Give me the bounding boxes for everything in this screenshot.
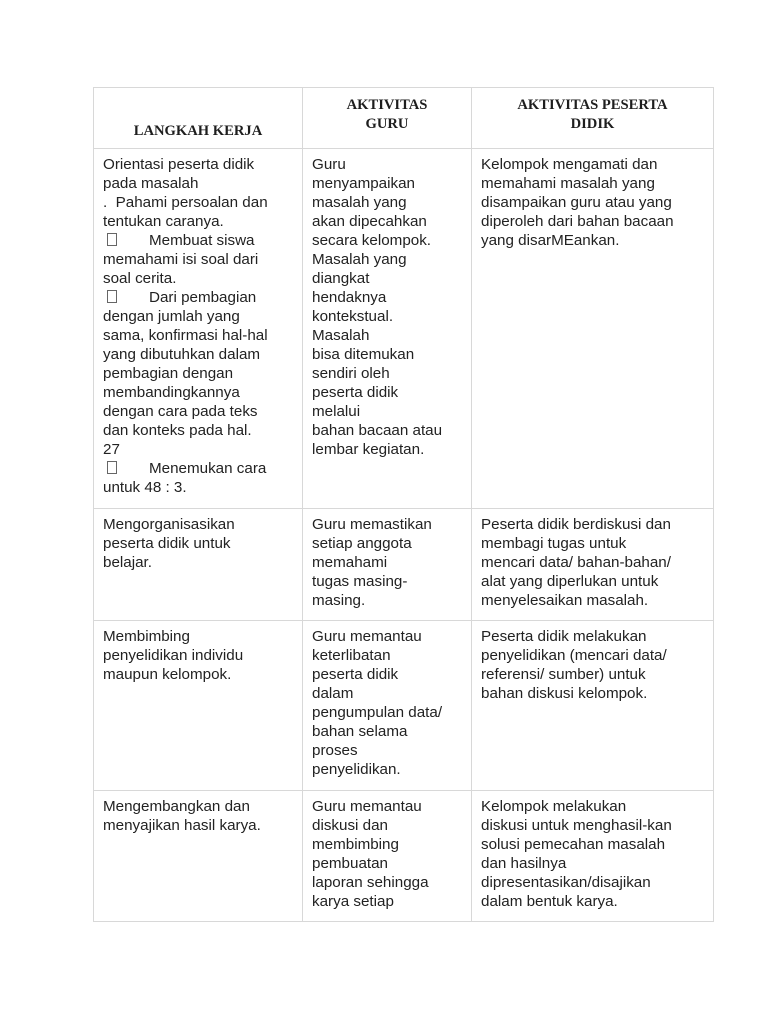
cell-text-line [312,722,462,741]
cell-text-line [481,515,704,534]
cell-text-line [481,155,704,174]
line-text: pembagian dengan [103,365,234,382]
line-text: Kelompok melakukan [481,798,627,815]
cell-text-line [312,553,462,572]
cell-peserta [472,509,714,621]
cell-text-line [312,534,462,553]
cell-guru [303,509,472,621]
line-text: diskusi dan [312,817,388,834]
line-text: penyelidikan individu [103,647,244,664]
line-text: penyelidikan (mencari data/ [481,647,667,664]
line-text: Masalah [312,327,370,344]
cell-text-line [312,591,462,610]
line-text: belajar. [103,554,152,571]
line-text: laporan sehingga [312,874,429,891]
line-text: Guru memantau [312,798,422,815]
cell-text-line [481,193,704,212]
line-text: diskusi untuk menghasil-kan [481,817,672,834]
cell-text-line [103,231,293,250]
cell-text-line [103,193,293,212]
line-text: yang dibutuhkan dalam [103,346,261,363]
line-text: alat yang diperlukan untuk [481,573,659,590]
line-text: setiap anggota [312,535,412,552]
line-text: Orientasi peserta didik [103,156,255,173]
cell-text-line [481,684,704,703]
table-row [94,149,714,509]
cell-text-line [481,873,704,892]
cell-peserta [472,621,714,791]
cell-text-line [481,174,704,193]
line-text: dengan jumlah yang [103,308,240,325]
cell-text-line [312,572,462,591]
cell-text-line [103,345,293,364]
cell-text-line [481,553,704,572]
line-text: Mengorganisasikan [103,516,235,533]
cell-text-line [312,854,462,873]
line-text: dipresentasikan/disajikan [481,874,651,891]
cell-text-line [312,250,462,269]
cell-text-line [312,816,462,835]
line-text: Mengembangkan dan [103,798,250,815]
line-text: menyelesaikan masalah. [481,592,649,609]
header-peserta-line-2: DIDIK [570,116,615,132]
cell-text-line [103,534,293,553]
cell-text-line [103,421,293,440]
cell-text-line [312,383,462,402]
cell-text-line [103,627,293,646]
cell-text-line [312,873,462,892]
cell-peserta [472,791,714,922]
cell-text-line [481,797,704,816]
line-text: . Pahami persoalan dan [103,194,268,211]
table-row [94,791,714,922]
cell-text-line [312,627,462,646]
line-text: penyelidikan. [312,761,401,778]
cell-text-line [103,212,293,231]
header-langkah-kerja: LANGKAH KERJA [94,88,303,149]
line-text: bahan diskusi kelompok. [481,685,648,702]
missing-glyph-icon [103,288,149,307]
line-text: Membuat siswa [149,232,255,249]
line-text: dalam bentuk karya. [481,893,618,910]
line-text: proses [312,742,358,759]
cell-text-line [481,646,704,665]
line-text: membagi tugas untuk [481,535,627,552]
line-text: 27 [103,441,120,458]
cell-text-line [103,402,293,421]
line-text: Menemukan cara [149,460,267,477]
cell-text-line [312,193,462,212]
line-text: akan dipecahkan [312,213,427,230]
cell-text-line [103,797,293,816]
cell-text-line [481,572,704,591]
cell-text-line [103,250,293,269]
line-text: Dari pembagian [149,289,257,306]
line-text: Membimbing [103,628,190,645]
cell-text-line [312,684,462,703]
line-text: dengan cara pada teks [103,403,258,420]
line-text: Peserta didik berdiskusi dan [481,516,671,533]
cell-text-line [312,155,462,174]
cell-text-line [103,288,293,307]
cell-text-line [103,515,293,534]
cell-text-line [103,174,293,193]
line-text: membimbing [312,836,399,853]
cell-text-line [312,345,462,364]
cell-peserta [472,149,714,509]
line-text: untuk 48 : 3. [103,479,187,496]
line-text: pada masalah [103,175,199,192]
cell-text-line [481,591,704,610]
cell-langkah [94,621,303,791]
cell-text-line [312,402,462,421]
line-text: dalam [312,685,354,702]
line-text: dan hasilnya [481,855,567,872]
learning-steps-table [93,87,714,922]
cell-text-line [481,816,704,835]
line-text: kontekstual. [312,308,394,325]
cell-text-line [481,665,704,684]
cell-text-line [312,665,462,684]
missing-glyph-icon [103,231,149,250]
line-text: bahan bacaan atau [312,422,443,439]
header-peserta-line-1: AKTIVITAS PESERTA [517,97,668,113]
line-text: Guru [312,156,346,173]
header-guru-line-2: GURU [365,116,409,132]
cell-text-line [312,440,462,459]
line-text: maupun kelompok. [103,666,232,683]
cell-text-line [312,703,462,722]
cell-text-line [103,646,293,665]
line-text: disampaikan guru atau yang [481,194,672,211]
line-text: Guru memastikan [312,516,432,533]
line-text: hendaknya [312,289,387,306]
cell-text-line [481,835,704,854]
line-text: memahami [312,554,388,571]
line-text: peserta didik [312,384,399,401]
cell-text-line [312,646,462,665]
cell-text-line [103,269,293,288]
cell-text-line [103,155,293,174]
cell-guru [303,149,472,509]
line-text: memahami masalah yang [481,175,655,192]
line-text: menyampaikan [312,175,415,192]
cell-langkah [94,149,303,509]
cell-text-line [481,534,704,553]
cell-text-line [312,212,462,231]
line-text: peserta didik untuk [103,535,231,552]
line-text: solusi pemecahan masalah [481,836,666,853]
line-text: Kelompok mengamati dan [481,156,658,173]
cell-guru [303,621,472,791]
cell-text-line [312,307,462,326]
line-text: pengumpulan data/ [312,704,443,721]
table-header-row [94,88,714,149]
line-text: keterlibatan [312,647,391,664]
cell-text-line [103,665,293,684]
cell-text-line [481,231,704,250]
cell-text-line [312,364,462,383]
cell-text-line [481,892,704,911]
cell-text-line [103,383,293,402]
line-text: Peserta didik melakukan [481,628,647,645]
cell-text-line [481,627,704,646]
line-text: secara kelompok. [312,232,432,249]
cell-text-line [312,835,462,854]
line-text: diperoleh dari bahan bacaan [481,213,674,230]
cell-text-line [312,174,462,193]
cell-text-line [481,854,704,873]
cell-text-line [312,741,462,760]
cell-text-line [103,307,293,326]
line-text: tugas masing- [312,573,408,590]
line-text: soal cerita. [103,270,177,287]
line-text: menyajikan hasil karya. [103,817,261,834]
line-text: diangkat [312,270,370,287]
line-text: yang disarMEankan. [481,232,620,249]
line-text: bahan selama [312,723,408,740]
cell-text-line [312,797,462,816]
line-text: bisa ditemukan [312,346,415,363]
header-aktivitas-guru [303,88,472,149]
line-text: Guru memantau [312,628,422,645]
line-text: melalui [312,403,361,420]
line-text: lembar kegiatan. [312,441,425,458]
line-text: pembuatan [312,855,388,872]
missing-glyph-icon [103,459,149,478]
cell-text-line [103,478,293,497]
line-text: Masalah yang [312,251,407,268]
cell-text-line [103,459,293,478]
line-text: sama, konfirmasi hal-hal [103,327,268,344]
cell-langkah [94,791,303,922]
cell-guru [303,791,472,922]
line-text: tentukan caranya. [103,213,224,230]
line-text: referensi/ sumber) untuk [481,666,646,683]
cell-text-line [481,212,704,231]
cell-text-line [103,553,293,572]
cell-text-line [312,269,462,288]
cell-text-line [103,364,293,383]
cell-text-line [103,326,293,345]
cell-text-line [312,288,462,307]
cell-text-line [103,440,293,459]
cell-langkah [94,509,303,621]
table-row [94,621,714,791]
cell-text-line [312,760,462,779]
line-text: mencari data/ bahan-bahan/ [481,554,671,571]
line-text: masalah yang [312,194,407,211]
line-text: memahami isi soal dari [103,251,259,268]
cell-text-line [103,816,293,835]
line-text: karya setiap [312,893,394,910]
header-guru-line-1: AKTIVITAS [346,97,428,113]
line-text: masing. [312,592,366,609]
line-text: membandingkannya [103,384,240,401]
line-text: dan konteks pada hal. [103,422,252,439]
cell-text-line [312,515,462,534]
line-text: peserta didik [312,666,399,683]
cell-text-line [312,421,462,440]
cell-text-line [312,326,462,345]
header-aktivitas-peserta-didik [472,88,714,149]
table-row [94,509,714,621]
cell-text-line [312,231,462,250]
cell-text-line [312,892,462,911]
line-text: sendiri oleh [312,365,390,382]
